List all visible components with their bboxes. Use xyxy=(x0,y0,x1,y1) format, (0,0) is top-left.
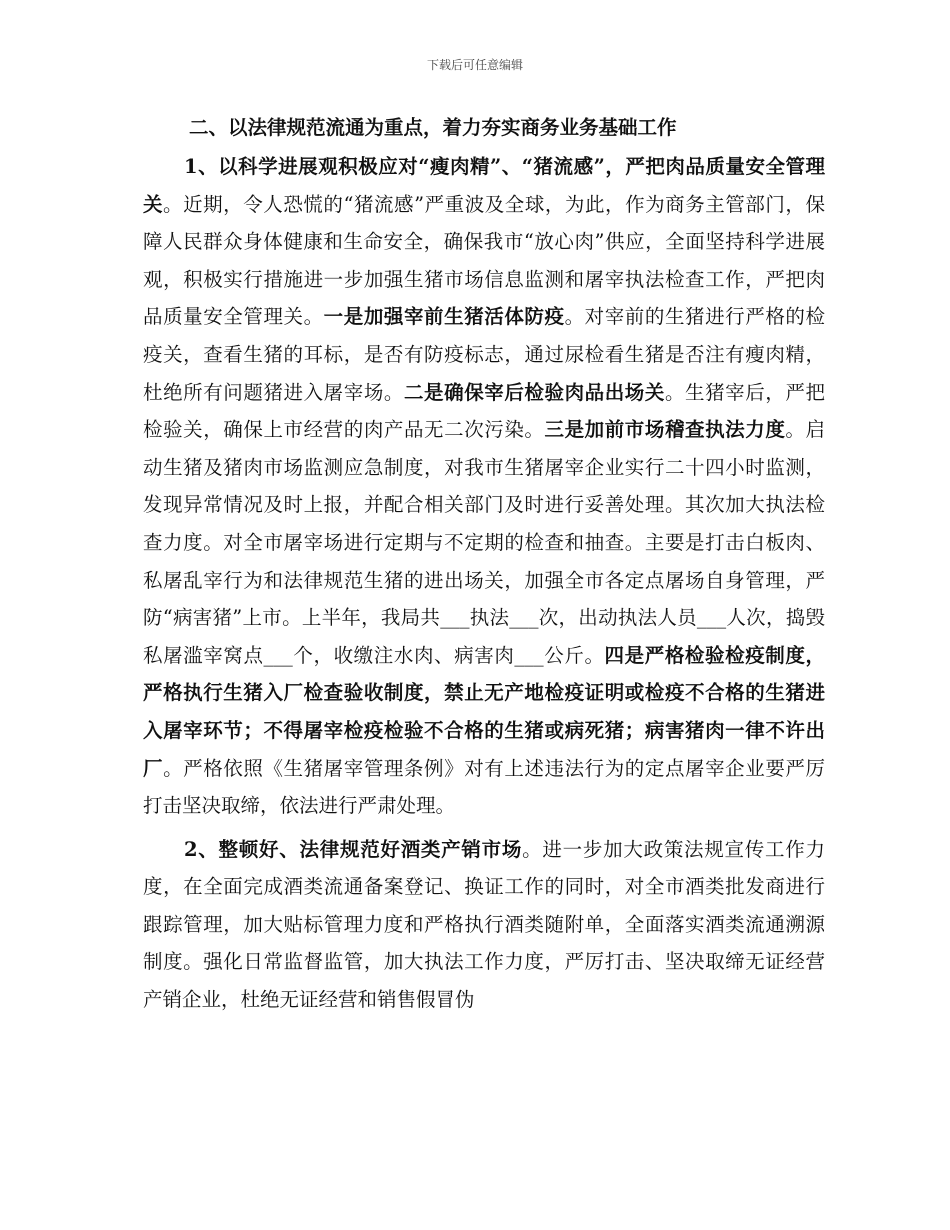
para2-title: 2、整顿好、法律规范好酒类产销市场 xyxy=(184,837,523,861)
para1-point-4: 四是严格检验检疫制度，严格执行生猪入厂检查验收制度，禁止无产地检疫证明或检疫不合格的生猪进入屠宰环节；不得屠宰检疫检验不合格的生猪或病死猪；病害猪肉一律不许出厂 xyxy=(143,643,825,780)
para1-text-4: 。启动生猪及猪肉市场监测应急制度，对我市生猪屠宰企业实行二十四小时监测，发现异常情况及时上报，并配合相关部门及时进行妥善处理。其次加大执法检查力度。对全市屠宰场进行定期与不定期的检查和抽查。主要是打击白板肉、私屠乱宰行为和法律规范生猪的进出场关，加强全市各定点屠场自身管理，严防“病害猪”上市。上半年，我局共___执法___次，出动执法人员___人次，捣毁私屠滥宰窝点___个，收缴注水肉、病害肉___公斤。 xyxy=(143,418,825,667)
paragraph-1 xyxy=(143,148,825,825)
para1-text-2: 。对宰前的生猪进行严格的检疫关，查看生猪的耳标，是否有防疫标志，通过尿检看生猪是否注有瘦肉精，杜绝所有问题猪进入屠宰场。 xyxy=(143,305,825,404)
para1-text-1: 。近期，令人恐慌的“猪流感”严重波及全球，为此，作为商务主管部门，保障人民群众身体健康和生命安全，确保我市“放心肉”供应，全面坚持科学进展观，积极实行措施进一步加强生猪市场信息监测和屠宰执法检查工作，严把肉品质量安全管理关。 xyxy=(143,192,825,329)
para1-text-5: 。严格依照《生猪屠宰管理条例》对有上述违法行为的定点屠宰企业要严厉打击坚决取缔，依法进行严肃处理。 xyxy=(143,756,825,818)
paragraph-2 xyxy=(143,831,825,1019)
para1-point-3: 三是加前市场稽查执法力度 xyxy=(544,418,786,442)
document-body xyxy=(143,108,825,1019)
para2-text-1: 。进一步加大政策法规宣传工作力度，在全面完成酒类流通备案登记、换证工作的同时，对全市酒类批发商进行跟踪管理，加大贴标管理力度和严格执行酒类随附单，全面落实酒类流通溯源制度。强化日常监督监管，加大执法工作力度，严厉打击、坚决取缔无证经营产销企业，杜绝无证经营和销售假冒伪 xyxy=(143,837,825,1012)
para1-title: 1、以科学进展观积极应对“瘦肉精”、“猪流感”，严把肉品质量安全管理关 xyxy=(143,155,825,216)
para1-text-3: 。生猪宰后，严把检验关，确保上市经营的肉产品无二次污染。 xyxy=(143,380,825,442)
para1-point-2: 二是确保宰后检验肉品出场关 xyxy=(403,380,665,404)
page-header: 下载后可任意编辑 xyxy=(426,58,523,72)
section-heading: 二、以法律规范流通为重点，着力夯实商务业务基础工作 xyxy=(189,116,677,139)
para1-point-1: 一是加强宰前生猪活体防疫 xyxy=(323,305,565,329)
